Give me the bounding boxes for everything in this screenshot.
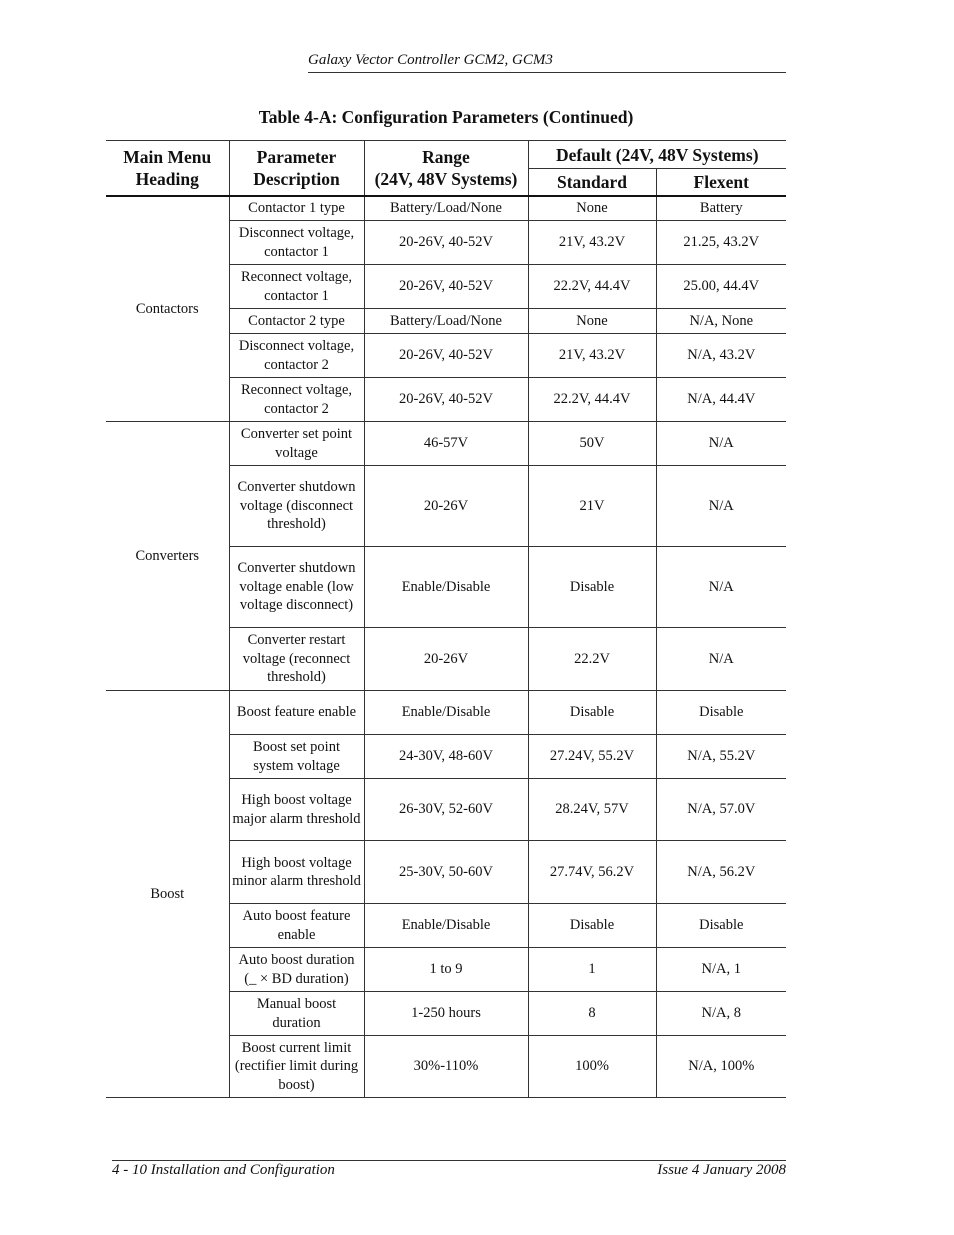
standard-cell: 28.24V, 57V [528,779,656,841]
flexent-cell: N/A [656,466,786,547]
footer-left: 4 - 10 Installation and Configuration [112,1162,335,1178]
param-cell: Boost set point system voltage [229,735,364,779]
header-rule [308,72,786,73]
range-cell: Enable/Disable [364,904,528,948]
page-header: Galaxy Vector Controller GCM2, GCM3 [308,52,553,68]
table-row [106,691,786,735]
range-cell: 20-26V [364,466,528,547]
range-cell: Battery/Load/None [364,196,528,221]
param-cell: Contactor 2 type [229,309,364,334]
header-range [364,141,528,196]
param-cell: High boost voltage minor alarm threshold [229,841,364,904]
standard-cell: 22.2V [528,628,656,691]
range-cell: 20-26V, 40-52V [364,378,528,422]
param-cell: Auto boost duration (_ × BD duration) [229,948,364,992]
flexent-cell: N/A [656,547,786,628]
footer-right: Issue 4 January 2008 [657,1162,786,1178]
flexent-cell: N/A, None [656,309,786,334]
menu-heading-cell: Contactors [106,196,229,422]
flexent-cell: N/A, 56.2V [656,841,786,904]
standard-cell: 100% [528,1036,656,1098]
range-cell: 26-30V, 52-60V [364,779,528,841]
standard-cell: None [528,196,656,221]
header-parameter: Parameter Description [229,141,364,196]
flexent-cell: N/A, 55.2V [656,735,786,779]
param-cell: Converter restart voltage (reconnect threshold) [229,628,364,691]
param-cell: Reconnect voltage, contactor 2 [229,378,364,422]
standard-cell: Disable [528,547,656,628]
flexent-cell: N/A, 44.4V [656,378,786,422]
flexent-cell: N/A, 100% [656,1036,786,1098]
standard-cell: 22.2V, 44.4V [528,378,656,422]
table-row [106,196,786,221]
standard-cell: 21V, 43.2V [528,334,656,378]
range-cell: Enable/Disable [364,691,528,735]
standard-cell: 1 [528,948,656,992]
header-main-menu: Main Menu Heading [106,141,229,196]
standard-cell: Disable [528,691,656,735]
range-cell: 1 to 9 [364,948,528,992]
range-cell: 1-250 hours [364,992,528,1036]
param-cell: Manual boost duration [229,992,364,1036]
flexent-cell: N/A, 57.0V [656,779,786,841]
header-flexent: Flexent [656,169,786,196]
param-cell: Reconnect voltage, contactor 1 [229,265,364,309]
flexent-cell: Battery [656,196,786,221]
range-cell: 30%-110% [364,1036,528,1098]
header-range-line1: Range [422,146,470,167]
standard-cell: 50V [528,422,656,466]
param-cell: Disconnect voltage, contactor 1 [229,221,364,265]
param-cell: Auto boost feature enable [229,904,364,948]
flexent-cell: N/A [656,422,786,466]
standard-cell: 22.2V, 44.4V [528,265,656,309]
flexent-cell: Disable [656,904,786,948]
standard-cell: 21V [528,466,656,547]
range-cell: Battery/Load/None [364,309,528,334]
menu-heading-cell: Boost [106,691,229,1098]
range-cell: Enable/Disable [364,547,528,628]
configuration-parameters-table [106,140,786,1098]
param-cell: Boost feature enable [229,691,364,735]
param-cell: Converter set point voltage [229,422,364,466]
range-cell: 46-57V [364,422,528,466]
flexent-cell: N/A, 1 [656,948,786,992]
flexent-cell: 25.00, 44.4V [656,265,786,309]
param-cell: High boost voltage major alarm threshold [229,779,364,841]
range-cell: 25-30V, 50-60V [364,841,528,904]
flexent-cell: Disable [656,691,786,735]
standard-cell: Disable [528,904,656,948]
menu-heading-cell: Converters [106,422,229,691]
param-cell: Disconnect voltage, contactor 2 [229,334,364,378]
param-cell: Converter shutdown voltage enable (low voltage disconnect) [229,547,364,628]
range-cell: 20-26V [364,628,528,691]
flexent-cell: N/A [656,628,786,691]
standard-cell: 27.74V, 56.2V [528,841,656,904]
param-cell: Contactor 1 type [229,196,364,221]
range-cell: 20-26V, 40-52V [364,221,528,265]
range-cell: 20-26V, 40-52V [364,265,528,309]
footer-rule [112,1160,786,1161]
header-default: Default (24V, 48V Systems) [528,141,786,169]
range-cell: 24-30V, 48-60V [364,735,528,779]
header-range-line2: (24V, 48V Systems) [374,168,518,189]
standard-cell: 27.24V, 55.2V [528,735,656,779]
flexent-cell: N/A, 8 [656,992,786,1036]
standard-cell: 21V, 43.2V [528,221,656,265]
standard-cell: 8 [528,992,656,1036]
standard-cell: None [528,309,656,334]
header-standard: Standard [528,169,656,196]
param-cell: Converter shutdown voltage (disconnect threshold) [229,466,364,547]
table-title: Table 4-A: Configuration Parameters (Continued) [258,107,634,127]
flexent-cell: N/A, 43.2V [656,334,786,378]
table-row [106,422,786,466]
flexent-cell: 21.25, 43.2V [656,221,786,265]
table-body [106,196,786,1098]
range-cell: 20-26V, 40-52V [364,334,528,378]
param-cell: Boost current limit (rectifier limit during boost) [229,1036,364,1098]
